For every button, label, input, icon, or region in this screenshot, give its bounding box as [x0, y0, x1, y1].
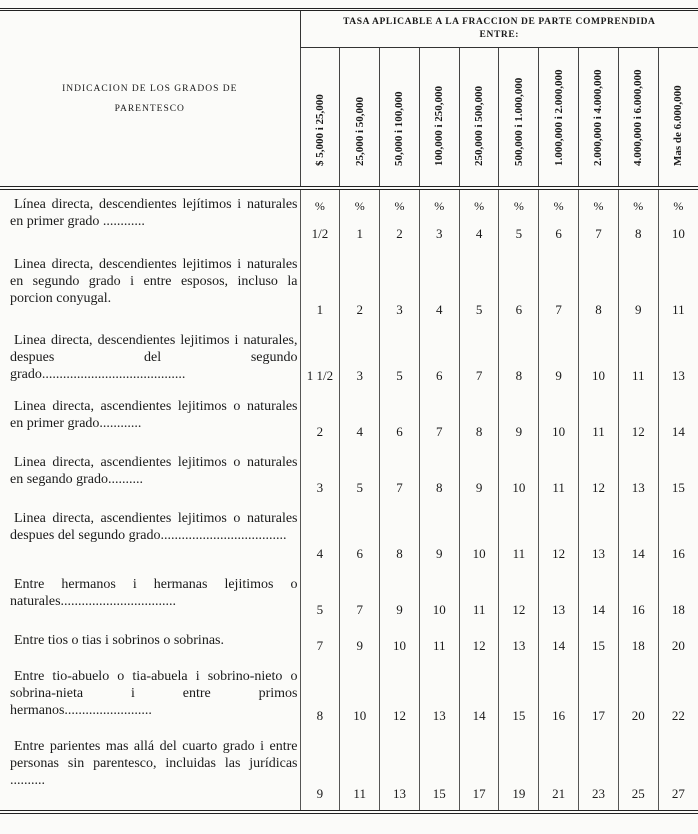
- rate-cell: [579, 662, 619, 732]
- rate-cell: [579, 188, 619, 250]
- rate-cell: [300, 188, 340, 250]
- rate-value: 23: [591, 786, 605, 801]
- rate-value: 10: [671, 226, 685, 241]
- percent-symbol: %: [314, 199, 325, 213]
- rate-cell: [380, 392, 420, 448]
- table-row: [0, 570, 698, 626]
- inheritance-tax-table: [0, 8, 698, 814]
- rate-value: 9: [635, 302, 642, 317]
- rate-value: 7: [356, 602, 363, 617]
- rate-cell: [499, 570, 539, 626]
- rate-cell: [658, 326, 698, 392]
- rate-cell: [499, 188, 539, 250]
- rate-cell: [539, 504, 579, 570]
- bracket-label: 500,000 i 1.000,000: [512, 77, 525, 166]
- rate-value: 14: [671, 424, 685, 439]
- percent-symbol: %: [673, 199, 684, 213]
- rate-cell: [419, 250, 459, 326]
- rate-cell: [618, 188, 658, 250]
- rate-cell: [380, 250, 420, 326]
- rate-cell: [539, 662, 579, 732]
- rate-value: 9: [555, 368, 562, 383]
- rate-value: 7: [555, 302, 562, 317]
- percent-symbol: %: [633, 199, 644, 213]
- rate-value: 10: [353, 708, 367, 723]
- kinship-description: Entre parientes mas allá del cuarto grado i entre personas sin parentesco, incluidas las jurídicas ..........: [0, 732, 300, 812]
- rate-value: 4: [475, 226, 483, 241]
- percent-symbol: %: [553, 199, 564, 213]
- rate-value: 1: [316, 302, 324, 317]
- rate-cell: [459, 662, 499, 732]
- rate-cell: [459, 504, 499, 570]
- kinship-description: Linea directa, descendientes lejitimos i naturales en segundo grado i entre esposos, incluso la porcion conyugal.: [10, 257, 298, 306]
- kinship-description: Linea directa, ascendientes lejitimos o naturales en primer grado............: [10, 399, 298, 431]
- rate-value: 1/2: [311, 226, 329, 241]
- rate-cell: [300, 504, 340, 570]
- rate-cell: [380, 626, 420, 662]
- rate-value: 6: [396, 424, 403, 439]
- rate-value: 10: [432, 602, 446, 617]
- rate-cell: [658, 188, 698, 250]
- rate-cell: [300, 250, 340, 326]
- rate-value: 12: [591, 480, 605, 495]
- rate-cell: [340, 392, 380, 448]
- rate-cell: [579, 326, 619, 392]
- rate-cell: [340, 662, 380, 732]
- rate-cell: [499, 626, 539, 662]
- rate-value: 9: [316, 786, 324, 801]
- rate-cell: [459, 326, 499, 392]
- rate-value: 14: [631, 546, 645, 561]
- rate-value: 8: [515, 368, 523, 383]
- rate-cell: [419, 626, 459, 662]
- rate-cell: [459, 250, 499, 326]
- rate-value: 9: [475, 480, 483, 495]
- rate-cell: [618, 570, 658, 626]
- rate-value: 18: [631, 638, 645, 653]
- percent-symbol: %: [434, 199, 445, 213]
- rate-value: 8: [635, 226, 642, 241]
- table-row: [0, 188, 698, 250]
- rate-value: 10: [392, 638, 406, 653]
- rate-value: 5: [356, 480, 363, 495]
- rate-value: 11: [632, 368, 645, 383]
- rate-value: 13: [631, 480, 645, 495]
- rate-cell: [658, 448, 698, 504]
- rate-cell: [300, 326, 340, 392]
- rate-value: 11: [433, 638, 446, 653]
- rate-cell: [579, 250, 619, 326]
- rate-value: 12: [392, 708, 406, 723]
- rate-cell: [539, 448, 579, 504]
- rate-cell: [300, 392, 340, 448]
- bracket-column-header: [419, 48, 459, 189]
- kinship-column-header: [0, 10, 300, 189]
- rate-cell: [340, 570, 380, 626]
- rate-value: 6: [515, 302, 523, 317]
- rate-cell: [419, 504, 459, 570]
- table-row: [0, 448, 698, 504]
- rate-value: 12: [631, 424, 645, 439]
- rate-cell: [658, 626, 698, 662]
- rate-value: 10: [552, 424, 566, 439]
- rate-value: 7: [475, 368, 483, 383]
- rate-cell: [419, 392, 459, 448]
- rate-value: 11: [472, 602, 486, 617]
- rate-value: 13: [552, 602, 566, 617]
- bracket-label: 1.000,000 i 2.000,000: [552, 69, 565, 166]
- rate-value: 12: [512, 602, 526, 617]
- rate-cell: [459, 448, 499, 504]
- rate-cell: [419, 570, 459, 626]
- rate-value: 13: [591, 546, 605, 561]
- rate-cell: [300, 732, 340, 812]
- kinship-description: Línea directa, descendientes lejítimos i naturales en primer grado ............: [10, 197, 298, 229]
- header-line: PARENTESCO: [114, 103, 185, 114]
- rate-cell: [658, 662, 698, 732]
- rate-value: 10: [591, 368, 605, 383]
- rate-cell: [499, 326, 539, 392]
- rate-cell: [618, 326, 658, 392]
- group-subtitle: ENTRE:: [479, 30, 520, 40]
- group-title: TASA APLICABLE A LA FRACCION DE PARTE COMPRENDIDA: [343, 17, 656, 27]
- rate-value: 1 1/2: [306, 368, 334, 383]
- rate-cell: [539, 392, 579, 448]
- bracket-label: 250,000 i 500,000: [473, 85, 486, 166]
- rate-value: 2: [396, 226, 403, 241]
- kinship-description: Linea directa, ascendientes lejitimos o naturales en segando grado..........: [10, 455, 298, 487]
- bracket-label: 2.000,000 i 4.000,000: [592, 69, 605, 166]
- rate-value: 4: [316, 546, 324, 561]
- bracket-column-header: [459, 48, 499, 189]
- rate-value: 14: [591, 602, 605, 617]
- kinship-description: Linea directa, ascendientes lejitimos o naturales despues del segundo grado....................................: [10, 511, 298, 543]
- rate-value: 14: [472, 708, 486, 723]
- rate-value: 5: [396, 368, 403, 383]
- rate-value: 17: [591, 708, 605, 723]
- table-row: [0, 732, 698, 812]
- rate-value: 7: [436, 424, 443, 439]
- rate-cell: [499, 448, 539, 504]
- rate-cell: [579, 732, 619, 812]
- rate-cell: [380, 448, 420, 504]
- rate-value: 19: [512, 786, 526, 801]
- rate-value: 12: [552, 546, 566, 561]
- table-row: [0, 250, 698, 326]
- rate-value: 4: [436, 302, 443, 317]
- rate-value: 18: [671, 602, 685, 617]
- rate-value: 13: [671, 368, 685, 383]
- rate-cell: [499, 504, 539, 570]
- percent-symbol: %: [474, 199, 485, 213]
- rate-cell: [340, 250, 380, 326]
- rate-value: 1: [356, 226, 363, 241]
- rate-value: 5: [475, 302, 483, 317]
- rate-value: 7: [316, 638, 324, 653]
- bracket-column-header: [300, 48, 340, 189]
- rate-cell: [459, 732, 499, 812]
- rate-value: 21: [552, 786, 566, 801]
- percent-symbol: %: [394, 199, 405, 213]
- rate-cell: [539, 250, 579, 326]
- bracket-label: 4.000,000 i 6.000,000: [632, 69, 645, 166]
- rate-cell: [539, 570, 579, 626]
- rate-cell: [658, 504, 698, 570]
- rate-value: 3: [316, 480, 324, 495]
- rate-cell: [618, 626, 658, 662]
- percent-symbol: %: [593, 199, 604, 213]
- table-row: [0, 504, 698, 570]
- bracket-label: 25,000 i 50,000: [353, 96, 366, 166]
- rate-cell: [340, 188, 380, 250]
- percent-symbol: %: [354, 199, 365, 213]
- rate-value: 15: [671, 480, 685, 495]
- rate-value: 15: [512, 708, 526, 723]
- rate-cell: [300, 626, 340, 662]
- rate-cell: [658, 250, 698, 326]
- rate-cell: [459, 570, 499, 626]
- rate-group-header: [300, 10, 698, 48]
- rate-value: 9: [356, 638, 363, 653]
- rate-value: 16: [631, 602, 645, 617]
- rate-value: 16: [671, 546, 685, 561]
- rate-cell: [539, 326, 579, 392]
- kinship-description: Entre tio-abuelo o tia-abuela i sobrino-nieto o sobrina-nieta i entre primos hermanos.........................: [10, 669, 298, 718]
- rate-value: 6: [555, 226, 562, 241]
- rate-cell: [618, 250, 658, 326]
- rate-value: 8: [436, 480, 443, 495]
- rate-value: 11: [353, 786, 366, 801]
- rate-value: 13: [512, 638, 526, 653]
- bracket-column-header: [340, 48, 380, 189]
- kinship-description: Entre tios o tias i sobrinos o sobrinas.: [14, 633, 224, 648]
- rate-cell: [539, 188, 579, 250]
- rate-value: 12: [472, 638, 486, 653]
- rate-value: 9: [396, 602, 403, 617]
- rate-value: 11: [672, 302, 685, 317]
- rate-value: 9: [515, 424, 523, 439]
- rate-cell: [499, 250, 539, 326]
- kinship-description: Entre hermanos i hermanas lejitimos o naturales.................................: [10, 577, 298, 609]
- rate-value: 3: [356, 368, 363, 383]
- rate-value: 11: [512, 546, 526, 561]
- rate-value: 10: [512, 480, 526, 495]
- rate-value: 14: [552, 638, 566, 653]
- bracket-label: 50,000 i 100,000: [393, 91, 406, 166]
- header-line: INDICACION DE LOS GRADOS DE: [62, 83, 238, 94]
- rate-cell: [340, 626, 380, 662]
- rate-cell: [380, 326, 420, 392]
- table-row: [0, 626, 698, 662]
- rate-cell: [340, 504, 380, 570]
- rate-cell: [419, 188, 459, 250]
- rate-cell: [419, 326, 459, 392]
- rate-cell: [340, 732, 380, 812]
- rate-cell: [380, 504, 420, 570]
- rate-cell: [499, 392, 539, 448]
- table-row: [0, 326, 698, 392]
- rate-value: 2: [316, 424, 324, 439]
- rate-cell: [340, 448, 380, 504]
- rate-value: 2: [356, 302, 363, 317]
- rate-value: 13: [392, 786, 406, 801]
- rate-value: 8: [475, 424, 483, 439]
- rate-value: 8: [316, 708, 324, 723]
- rate-value: 15: [591, 638, 605, 653]
- bracket-column-header: [380, 48, 420, 189]
- rate-cell: [618, 392, 658, 448]
- rate-cell: [380, 188, 420, 250]
- rate-cell: [419, 662, 459, 732]
- rate-value: 5: [316, 602, 324, 617]
- bracket-column-header: [579, 48, 619, 189]
- rate-cell: [300, 570, 340, 626]
- rate-value: 7: [595, 226, 602, 241]
- bracket-label: Mas de 6.000,000: [672, 85, 685, 166]
- rate-cell: [579, 448, 619, 504]
- rate-value: 20: [631, 708, 645, 723]
- rate-value: 3: [396, 302, 403, 317]
- rate-value: 11: [552, 480, 565, 495]
- rate-cell: [539, 626, 579, 662]
- rate-value: 4: [356, 424, 363, 439]
- bracket-column-header: [658, 48, 698, 189]
- bracket-label: $ 5,000 i 25,000: [313, 94, 326, 166]
- rate-cell: [380, 662, 420, 732]
- rate-cell: [658, 392, 698, 448]
- bracket-column-header: [499, 48, 539, 189]
- percent-symbol: %: [513, 199, 524, 213]
- table-row: [0, 662, 698, 732]
- rate-value: 22: [671, 708, 685, 723]
- rate-cell: [419, 448, 459, 504]
- rate-cell: [618, 448, 658, 504]
- rate-cell: [380, 570, 420, 626]
- rate-value: 13: [432, 708, 446, 723]
- rate-cell: [340, 326, 380, 392]
- rate-cell: [618, 732, 658, 812]
- rate-cell: [459, 626, 499, 662]
- rate-value: 3: [436, 226, 443, 241]
- rate-cell: [300, 448, 340, 504]
- bracket-column-header: [618, 48, 658, 189]
- rate-value: 25: [631, 786, 645, 801]
- rate-cell: [499, 732, 539, 812]
- rate-cell: [459, 392, 499, 448]
- rate-value: 6: [436, 368, 443, 383]
- rate-cell: [658, 570, 698, 626]
- kinship-description: Linea directa, descendientes lejitimos i naturales, despues del segundo grado.........................................: [10, 333, 298, 382]
- rate-value: 5: [515, 226, 523, 241]
- bracket-label: 100,000 i 250,000: [433, 85, 446, 166]
- rate-cell: [300, 662, 340, 732]
- rate-value: 15: [432, 786, 446, 801]
- rate-cell: [380, 732, 420, 812]
- rate-cell: [499, 662, 539, 732]
- rate-cell: [459, 188, 499, 250]
- rate-value: 11: [592, 424, 605, 439]
- rate-value: 8: [396, 546, 403, 561]
- rate-value: 10: [472, 546, 486, 561]
- rate-cell: [419, 732, 459, 812]
- rate-cell: [539, 732, 579, 812]
- rate-cell: [579, 504, 619, 570]
- rate-value: 20: [671, 638, 685, 653]
- rate-cell: [618, 504, 658, 570]
- rate-cell: [579, 570, 619, 626]
- table-row: [0, 392, 698, 448]
- rate-value: 17: [472, 786, 486, 801]
- rate-value: 7: [396, 480, 403, 495]
- rate-cell: [579, 392, 619, 448]
- rate-value: 27: [671, 786, 685, 801]
- rate-cell: [579, 626, 619, 662]
- rate-cell: [618, 662, 658, 732]
- rate-value: 6: [356, 546, 363, 561]
- rate-cell: [658, 732, 698, 812]
- rate-value: 16: [552, 708, 566, 723]
- rate-value: 9: [436, 546, 443, 561]
- rate-value: 8: [595, 302, 602, 317]
- bracket-column-header: [539, 48, 579, 189]
